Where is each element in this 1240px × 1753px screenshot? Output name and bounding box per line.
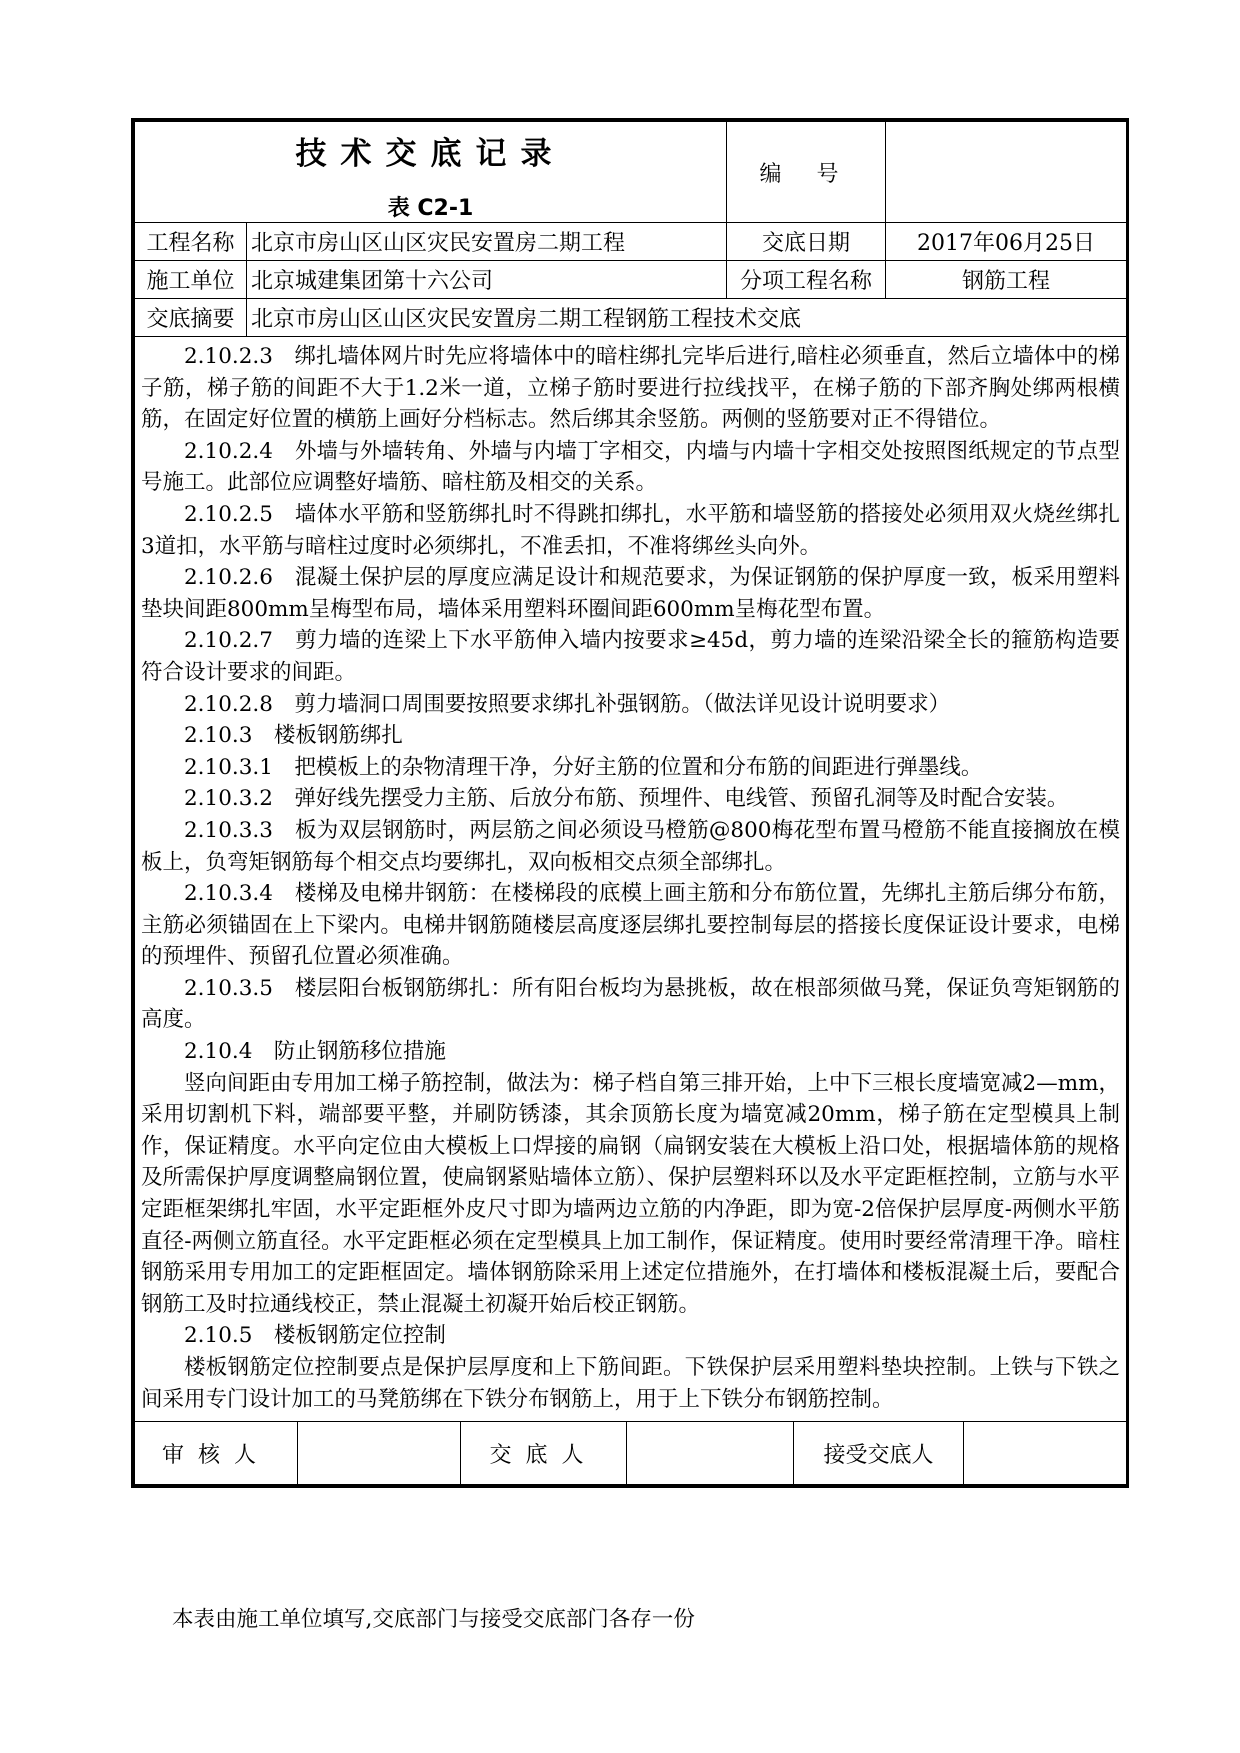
- summary-label: 交底摘要: [135, 299, 247, 337]
- presenter-label: 交底人: [461, 1422, 627, 1485]
- content-paragraph: 2.10.2.3 绑扎墙体网片时先应将墙体中的暗柱绑扎完毕后进行,暗柱必须垂直，然后立墙体中的梯子筋，梯子筋的间距不大于1.2米一道，立梯子筋时要进行拉线找平，在梯子筋的下部齐胸处绑两根横筋，在固定好位置的横筋上画好分档标志。然后绑其余竖筋。两侧的竖筋要对正不得错位。: [141, 344, 1120, 433]
- title-cell: [135, 122, 727, 223]
- content-paragraph: 2.10.2.8 剪力墙洞口周围要按照要求绑扎补强钢筋。（做法详见设计说明要求）: [184, 691, 951, 717]
- content-paragraph: 2.10.2.5 墙体水平筋和竖筋绑扎时不得跳扣绑扎，水平筋和墙竖筋的搭接处必须用双火烧丝绑扎3道扣，水平筋与暗柱过度时必须绑扎，不准丢扣，不准将绑丝头向外。: [141, 501, 1120, 559]
- document-title: 技术交底记录: [295, 136, 566, 172]
- number-label: 编 号: [727, 122, 886, 223]
- content-paragraph: 2.10.2.4 外墙与外墙转角、外墙与内墙丁字相交，内墙与内墙十字相交处按照图纸规定的节点型号施工。此部位应调整好墙筋、暗柱筋及相交的关系。: [141, 438, 1120, 496]
- content-paragraph: 2.10.3.3 板为双层钢筋时，两层筋之间必须设马橙筋@800梅花型布置马橙筋不能直接搁放在模板上，负弯矩钢筋每个相交点均要绑扎，双向板相交点须全部绑扎。: [141, 817, 1120, 875]
- content-paragraph: 2.10.2.6 混凝土保护层的厚度应满足设计和规范要求，为保证钢筋的保护厚度一致，板采用塑料垫块间距800mm呈梅型布局，墙体采用塑料环圈间距600mm呈梅花型布置。: [141, 565, 1120, 622]
- date-label: 交底日期: [727, 223, 886, 261]
- form-code: 表 C2-1: [387, 196, 474, 221]
- project-name-value[interactable]: 北京市房山区山区灾民安置房二期工程: [247, 223, 727, 261]
- section-heading: 2.10.3 楼板钢筋绑扎: [184, 723, 403, 749]
- content-paragraph: 2.10.2.7 剪力墙的连梁上下水平筋伸入墙内按要求≥45d，剪力墙的连梁沿梁全长的箍筋构造要符合设计要求的间距。: [141, 628, 1120, 685]
- contractor-value[interactable]: 北京城建集团第十六公司: [247, 261, 727, 299]
- receiver-label: 接受交底人: [794, 1422, 964, 1485]
- date-value[interactable]: 2017年06月25日: [886, 223, 1127, 261]
- reviewer-signature[interactable]: [298, 1422, 461, 1485]
- project-name-label: 工程名称: [135, 223, 247, 261]
- sub-project-label: 分项工程名称: [727, 261, 886, 299]
- section-heading: 2.10.5 楼板钢筋定位控制: [184, 1323, 446, 1349]
- contractor-label: 施工单位: [135, 261, 247, 299]
- section-heading: 2.10.4 防止钢筋移位措施: [184, 1039, 446, 1065]
- number-value[interactable]: [886, 122, 1127, 223]
- content-paragraph: 2.10.3.2 弹好线先摆受力主筋、后放分布筋、预埋件、电线管、预留孔洞等及时配合安装。: [184, 786, 1069, 812]
- receiver-signature[interactable]: [964, 1422, 1127, 1485]
- disclosure-content: [135, 337, 1127, 1422]
- content-paragraph: 楼板钢筋定位控制要点是保护层厚度和上下筋间距。下铁保护层采用塑料垫块控制。上铁与下铁之间采用专门设计加工的马凳筋绑在下铁分布钢筋上，用于上下铁分布钢筋控制。: [141, 1355, 1120, 1412]
- content-paragraph: 2.10.3.4 楼梯及电梯井钢筋：在楼梯段的底模上画主筋和分布筋位置，先绑扎主筋后绑分布筋，主筋必须锚固在上下梁内。电梯井钢筋随楼层高度逐层绑扎要控制每层的搭接长度保证设计要求，电梯的预埋件、预留孔位置必须准确。: [141, 881, 1120, 970]
- content-paragraph: 竖向间距由专用加工梯子筋控制，做法为：梯子档自第三排开始，上中下三根长度墙宽减2—mm，采用切割机下料，端部要平整，并刷防锈漆，其余顶筋长度为墙宽减20mm，梯子筋在定型模具上制作，保证精度。水平向定位由大模板上口焊接的扁钢（扁钢安装在大模板上沿口处，根据墙体筋的规格及所需保护厚度调整扁钢位置，使扁钢紧贴墙体立筋）、保护层塑料环以及水平定距框控制，立筋与水平定距框架绑扎牢固，水平定距框外皮尺寸即为墙两边立筋的内净距，即为宽-2倍保护层厚度-两侧水平筋直径-两侧立筋直径。水平定距框必须在定型模具上加工制作，保证精度。使用时要经常清理干净。暗柱钢筋采用专用加工的定距框固定。墙体钢筋除采用上述定位措施外，在打墙体和楼板混凝土后，要配合钢筋工及时拉通线校正，禁止混凝土初凝开始后校正钢筋。: [141, 1070, 1120, 1317]
- reviewer-label: 审核人: [135, 1422, 298, 1485]
- presenter-signature[interactable]: [627, 1422, 794, 1485]
- form-header-table: [134, 121, 1127, 1422]
- content-paragraph: 2.10.3.1 把模板上的杂物清理干净，分好主筋的位置和分布筋的间距进行弹墨线。: [184, 754, 983, 780]
- summary-value[interactable]: 北京市房山区山区灾民安置房二期工程钢筋工程技术交底: [247, 299, 1127, 337]
- sub-project-value[interactable]: 钢筋工程: [886, 261, 1127, 299]
- signature-table: [134, 1422, 1127, 1485]
- technical-disclosure-form: [131, 118, 1129, 1488]
- content-paragraph: 2.10.3.5 楼层阳台板钢筋绑扎：所有阳台板均为悬挑板，故在根部须做马凳，保证负弯矩钢筋的高度。: [141, 975, 1120, 1033]
- footer-note: 本表由施工单位填写,交底部门与接受交底部门各存一份: [172, 1607, 695, 1632]
